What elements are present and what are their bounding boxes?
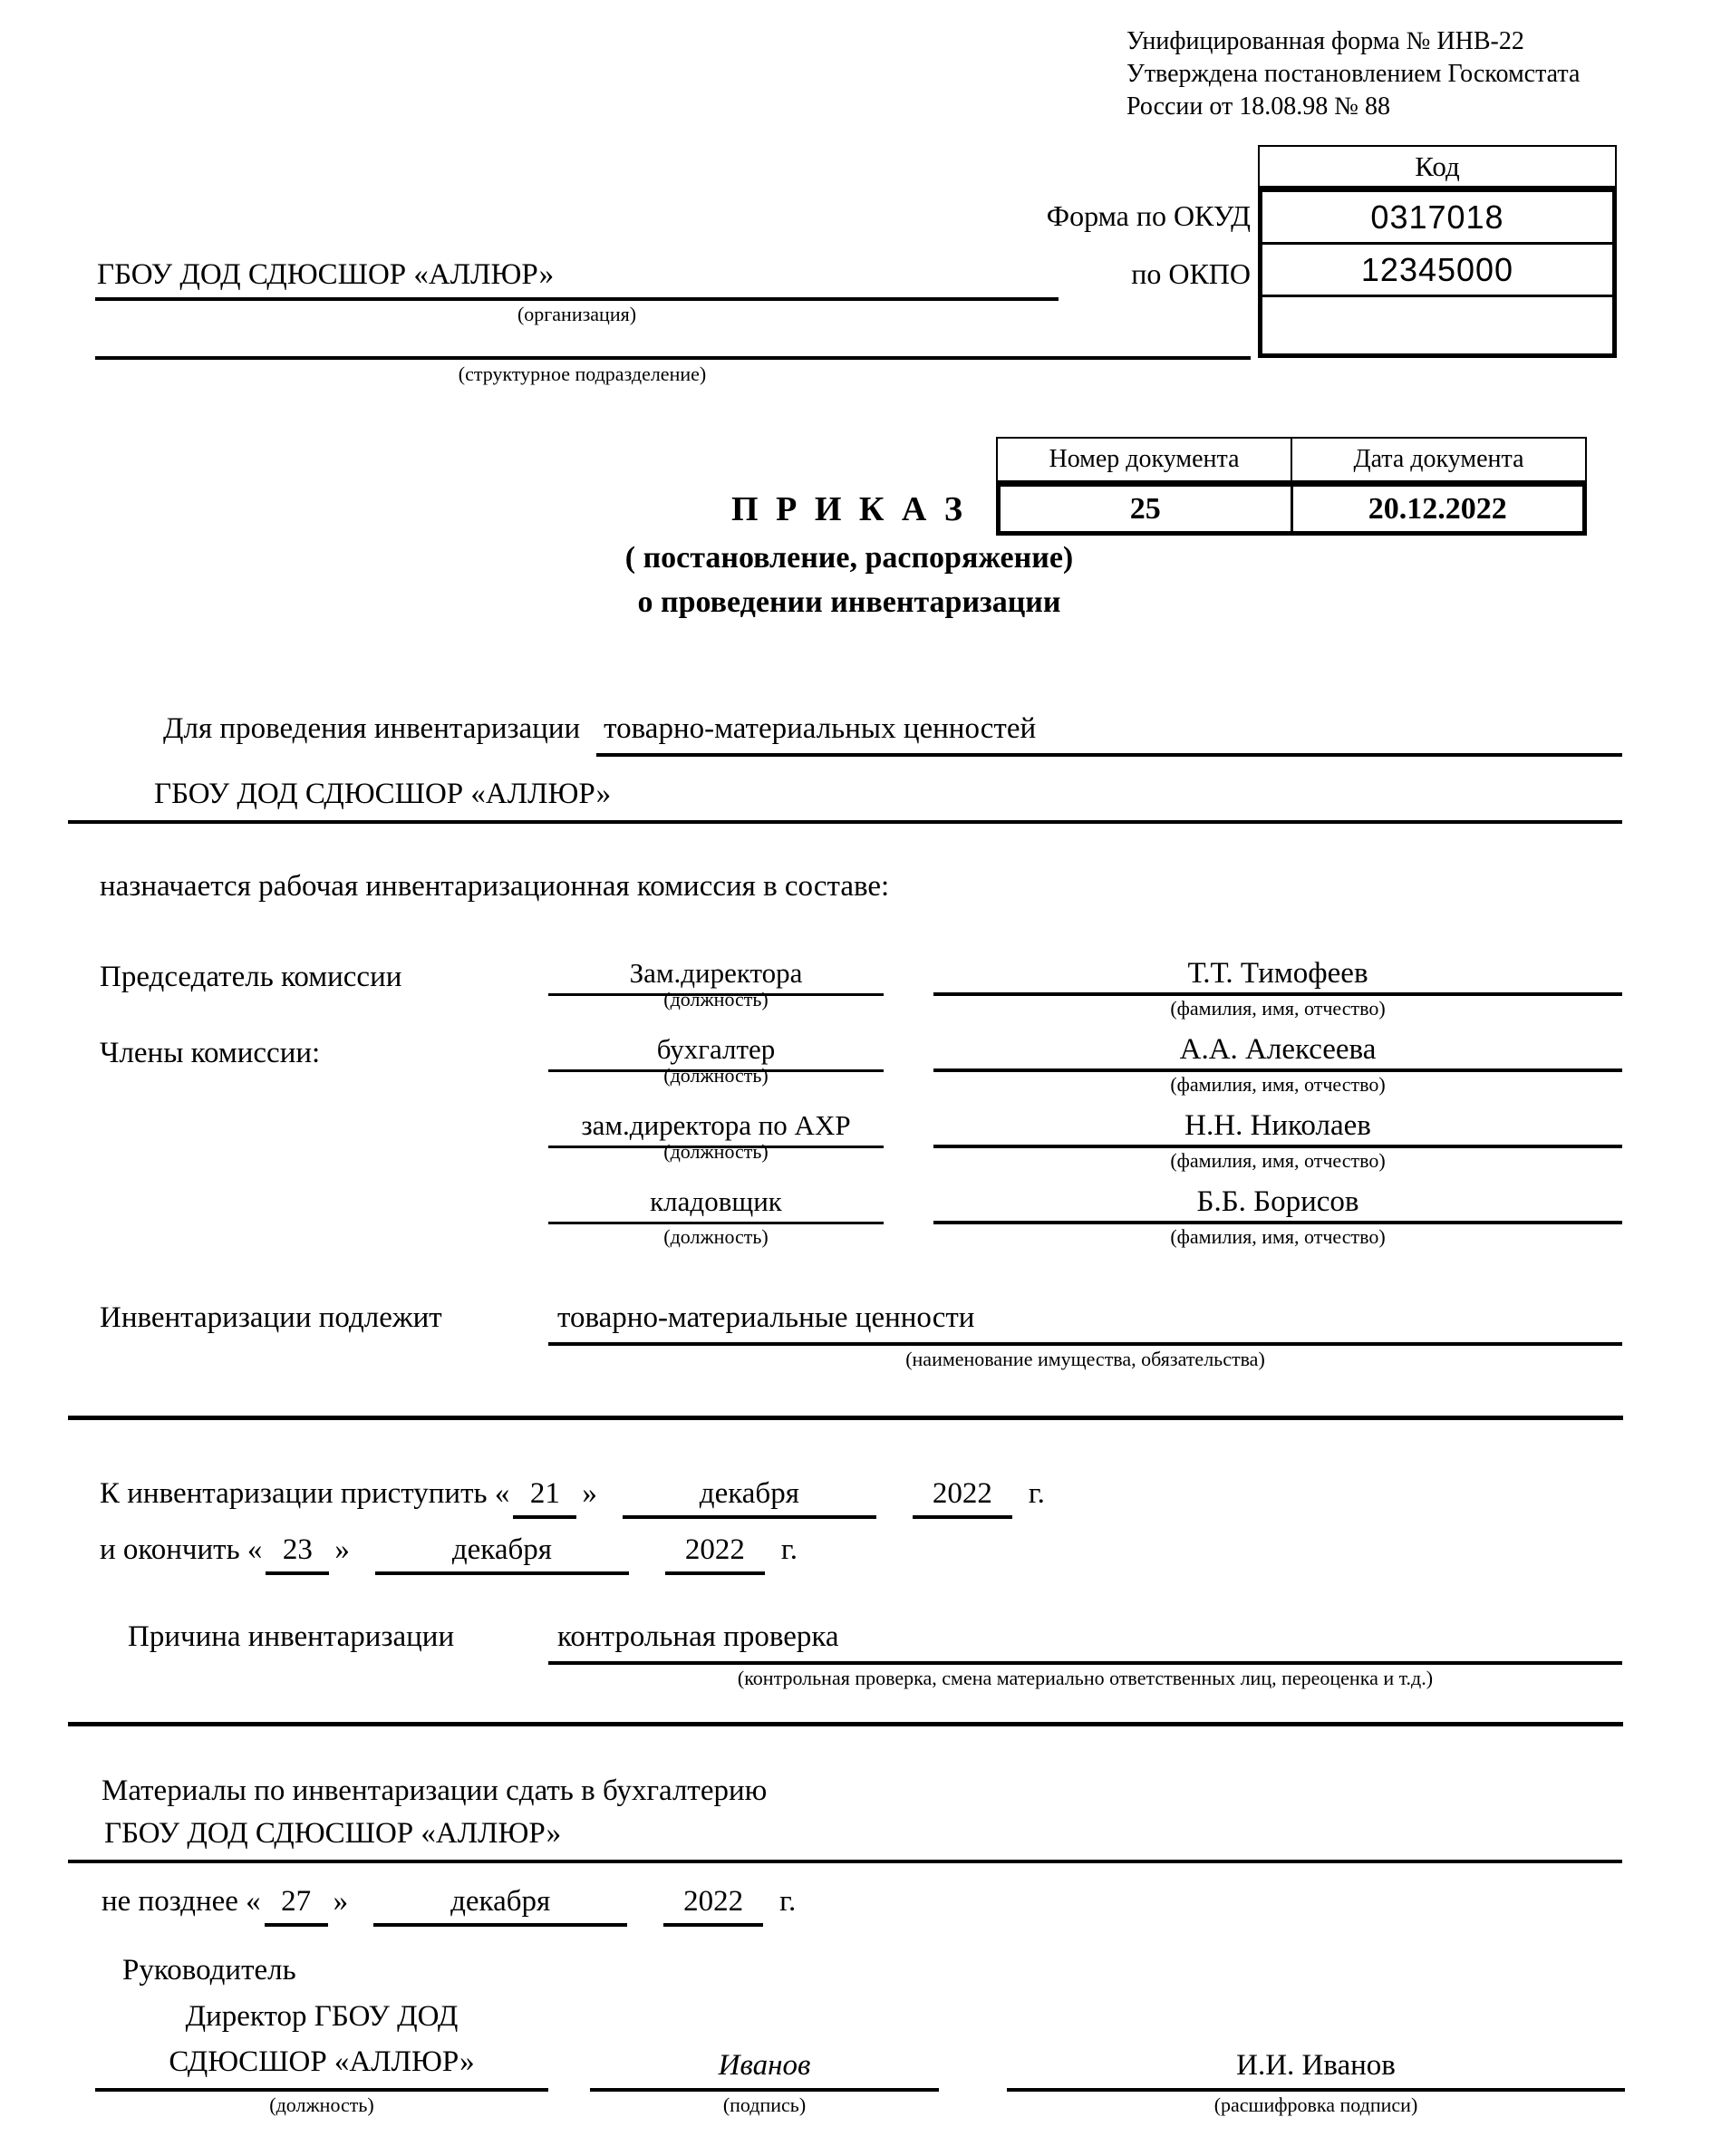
code-table-header: Код: [1258, 145, 1617, 188]
commission-intro: назначается рабочая инвентаризационная комиссия в составе:: [100, 870, 890, 903]
start-month-blank: декабря: [623, 1477, 876, 1519]
signature-position-caption: (должность): [269, 2093, 374, 2116]
signature-row: [95, 1994, 1625, 2117]
signature-position-cell: [95, 1994, 548, 2117]
document-subtitle-1: ( постановление, распоряжение): [624, 541, 1074, 575]
form-note-line-3: России от 18.08.98 № 88: [1126, 92, 1390, 121]
commission-row: [68, 957, 1622, 1020]
commission-role-label: [68, 1185, 494, 1222]
start-year-suffix: г.: [1028, 1477, 1045, 1510]
commission-row: [68, 1033, 1622, 1097]
signature-head-label: Руководитель: [122, 1954, 296, 1987]
okud-label: Форма по ОКУД: [1046, 199, 1251, 232]
commission-name-cell: [933, 1185, 1622, 1249]
deadline-month-blank: декабря: [373, 1885, 627, 1927]
reason-label: Причина инвентаризации: [128, 1620, 455, 1653]
deadline-year-blank: 2022: [663, 1885, 763, 1927]
commission-name: Т.Т. Тимофеев: [933, 957, 1622, 996]
commission-position: бухгалтер: [548, 1033, 884, 1072]
end-year-blank: 2022: [665, 1533, 765, 1575]
subject-value: товарно-материальные ценности: [548, 1301, 1622, 1346]
form-note-line-2: Утверждена постановлением Госкомстата: [1126, 60, 1581, 88]
okpo-label: по ОКПО: [1131, 257, 1251, 290]
code-table-body: [1258, 188, 1617, 358]
section-divider: [68, 1722, 1623, 1726]
commission-role-label: Члены комиссии:: [100, 1037, 321, 1069]
end-day-blank: 23: [266, 1533, 329, 1575]
materials-organization-value: ГБОУ ДОД СДЮСШОР «АЛЛЮР»: [68, 1817, 1622, 1863]
doc-date-header: Дата документа: [1291, 439, 1585, 480]
form-note-line-1: Унифицированная форма № ИНВ-22: [1126, 27, 1524, 55]
organization-caption: (организация): [517, 303, 637, 325]
start-day-blank: 21: [513, 1477, 576, 1519]
end-month-blank: декабря: [375, 1533, 629, 1575]
code-empty-cell: [1262, 297, 1612, 353]
commission-name-cell: [933, 957, 1622, 1020]
deadline-day-blank: 27: [265, 1885, 328, 1927]
start-close-quote: »: [582, 1477, 597, 1510]
okpo-value: 12345000: [1262, 245, 1612, 297]
doc-number-value: 25: [1129, 491, 1161, 526]
end-close-quote: »: [334, 1533, 350, 1566]
commission-position-cell: [548, 957, 884, 1011]
commission-position: кладовщик: [548, 1185, 884, 1224]
form-note: [1126, 25, 1580, 123]
signature-position-line-2: СДЮСШОР «АЛЛЮР»: [169, 2045, 475, 2078]
doc-table-header-row: [996, 437, 1587, 482]
position-caption: (должность): [663, 1225, 769, 1248]
deadline-date-line: [68, 1885, 1622, 1927]
commission-name: А.А. Алексеева: [933, 1033, 1622, 1072]
commission-name-cell: [933, 1033, 1622, 1097]
deadline-close-quote: »: [333, 1885, 349, 1918]
name-caption: (фамилия, имя, отчество): [1170, 1073, 1386, 1096]
commission-table: [68, 957, 1622, 1262]
section-divider: [68, 1416, 1623, 1420]
commission-position-cell: [548, 1109, 884, 1164]
department-blank-line: [95, 326, 1251, 360]
deadline-year-suffix: г.: [779, 1885, 797, 1918]
reason-caption: (контрольная проверка, смена материально ответственных лиц, переоценка и т.д.): [737, 1667, 1434, 1689]
commission-position: Зам.директора: [548, 957, 884, 996]
name-caption: (фамилия, имя, отчество): [1170, 1225, 1386, 1248]
position-caption: (должность): [663, 1064, 769, 1087]
department-caption: (структурное подразделение): [458, 363, 707, 385]
reason-section: [68, 1620, 1622, 1690]
name-caption: (фамилия, имя, отчество): [1170, 997, 1386, 1020]
subject-caption: (наименование имущества, обязательства): [905, 1348, 1265, 1370]
document-title: П Р И К А З: [731, 490, 967, 528]
signature-name-caption: (расшифровка подписи): [1213, 2093, 1418, 2116]
title-block: [68, 489, 1630, 620]
materials-line: Материалы по инвентаризации сдать в бухгалтерию: [102, 1774, 768, 1807]
end-date-line: [68, 1533, 798, 1575]
signature-position-line-1: Директор ГБОУ ДОД: [185, 2000, 459, 2033]
purpose-organization-value: ГБОУ ДОД СДЮСШОР «АЛЛЮР»: [68, 778, 1622, 824]
reason-value: контрольная проверка: [548, 1620, 1622, 1665]
deadline-prefix: не позднее «: [102, 1885, 261, 1918]
start-year-blank: 2022: [913, 1477, 1012, 1519]
start-date-prefix: К инвентаризации приступить «: [100, 1477, 510, 1510]
commission-name: Н.Н. Николаев: [933, 1109, 1622, 1148]
commission-name-cell: [933, 1109, 1622, 1173]
doc-date-value: 20.12.2022: [1291, 487, 1583, 531]
subject-label: Инвентаризации подлежит: [100, 1301, 442, 1334]
signature-sign-caption: (подпись): [722, 2093, 807, 2116]
signature-sign-cell: [590, 2049, 939, 2117]
purpose-label: Для проведения инвентаризации: [163, 712, 581, 745]
start-date-line: [68, 1477, 1045, 1519]
materials-section: [68, 1774, 1622, 1927]
name-caption: (фамилия, имя, отчество): [1170, 1149, 1386, 1172]
doc-number-header: Номер документа: [1049, 445, 1240, 473]
commission-position-cell: [548, 1185, 884, 1249]
purpose-line: [68, 712, 1622, 757]
commission-name: Б.Б. Борисов: [933, 1185, 1622, 1224]
commission-role-label: Председатель комиссии: [100, 961, 402, 993]
commission-position: зам.директора по АХР: [548, 1109, 884, 1148]
department-block: [95, 326, 1251, 386]
signature-name: И.И. Иванов: [1007, 2049, 1625, 2092]
signature-position: [95, 1994, 548, 2092]
end-year-suffix: г.: [780, 1533, 798, 1566]
commission-row: [68, 1185, 1622, 1249]
end-date-prefix: и окончить «: [100, 1533, 263, 1566]
code-table: [1258, 145, 1617, 358]
position-caption: (должность): [663, 1140, 769, 1163]
document-subtitle-2: о проведении инвентаризации: [637, 585, 1061, 619]
organization-name: ГБОУ ДОД СДЮСШОР «АЛЛЮР»: [95, 258, 1059, 301]
commission-row: [68, 1109, 1622, 1173]
commission-position-cell: [548, 1033, 884, 1088]
position-caption: (должность): [663, 988, 769, 1010]
commission-role-label: [68, 1109, 494, 1146]
organization-block: [95, 258, 1059, 326]
subject-section: [68, 1301, 1622, 1371]
okud-value: 0317018: [1262, 192, 1612, 245]
signature-autograph: Иванов: [590, 2049, 939, 2092]
purpose-value: товарно-материальных ценностей: [596, 712, 1622, 757]
signature-name-cell: [1007, 2049, 1625, 2117]
